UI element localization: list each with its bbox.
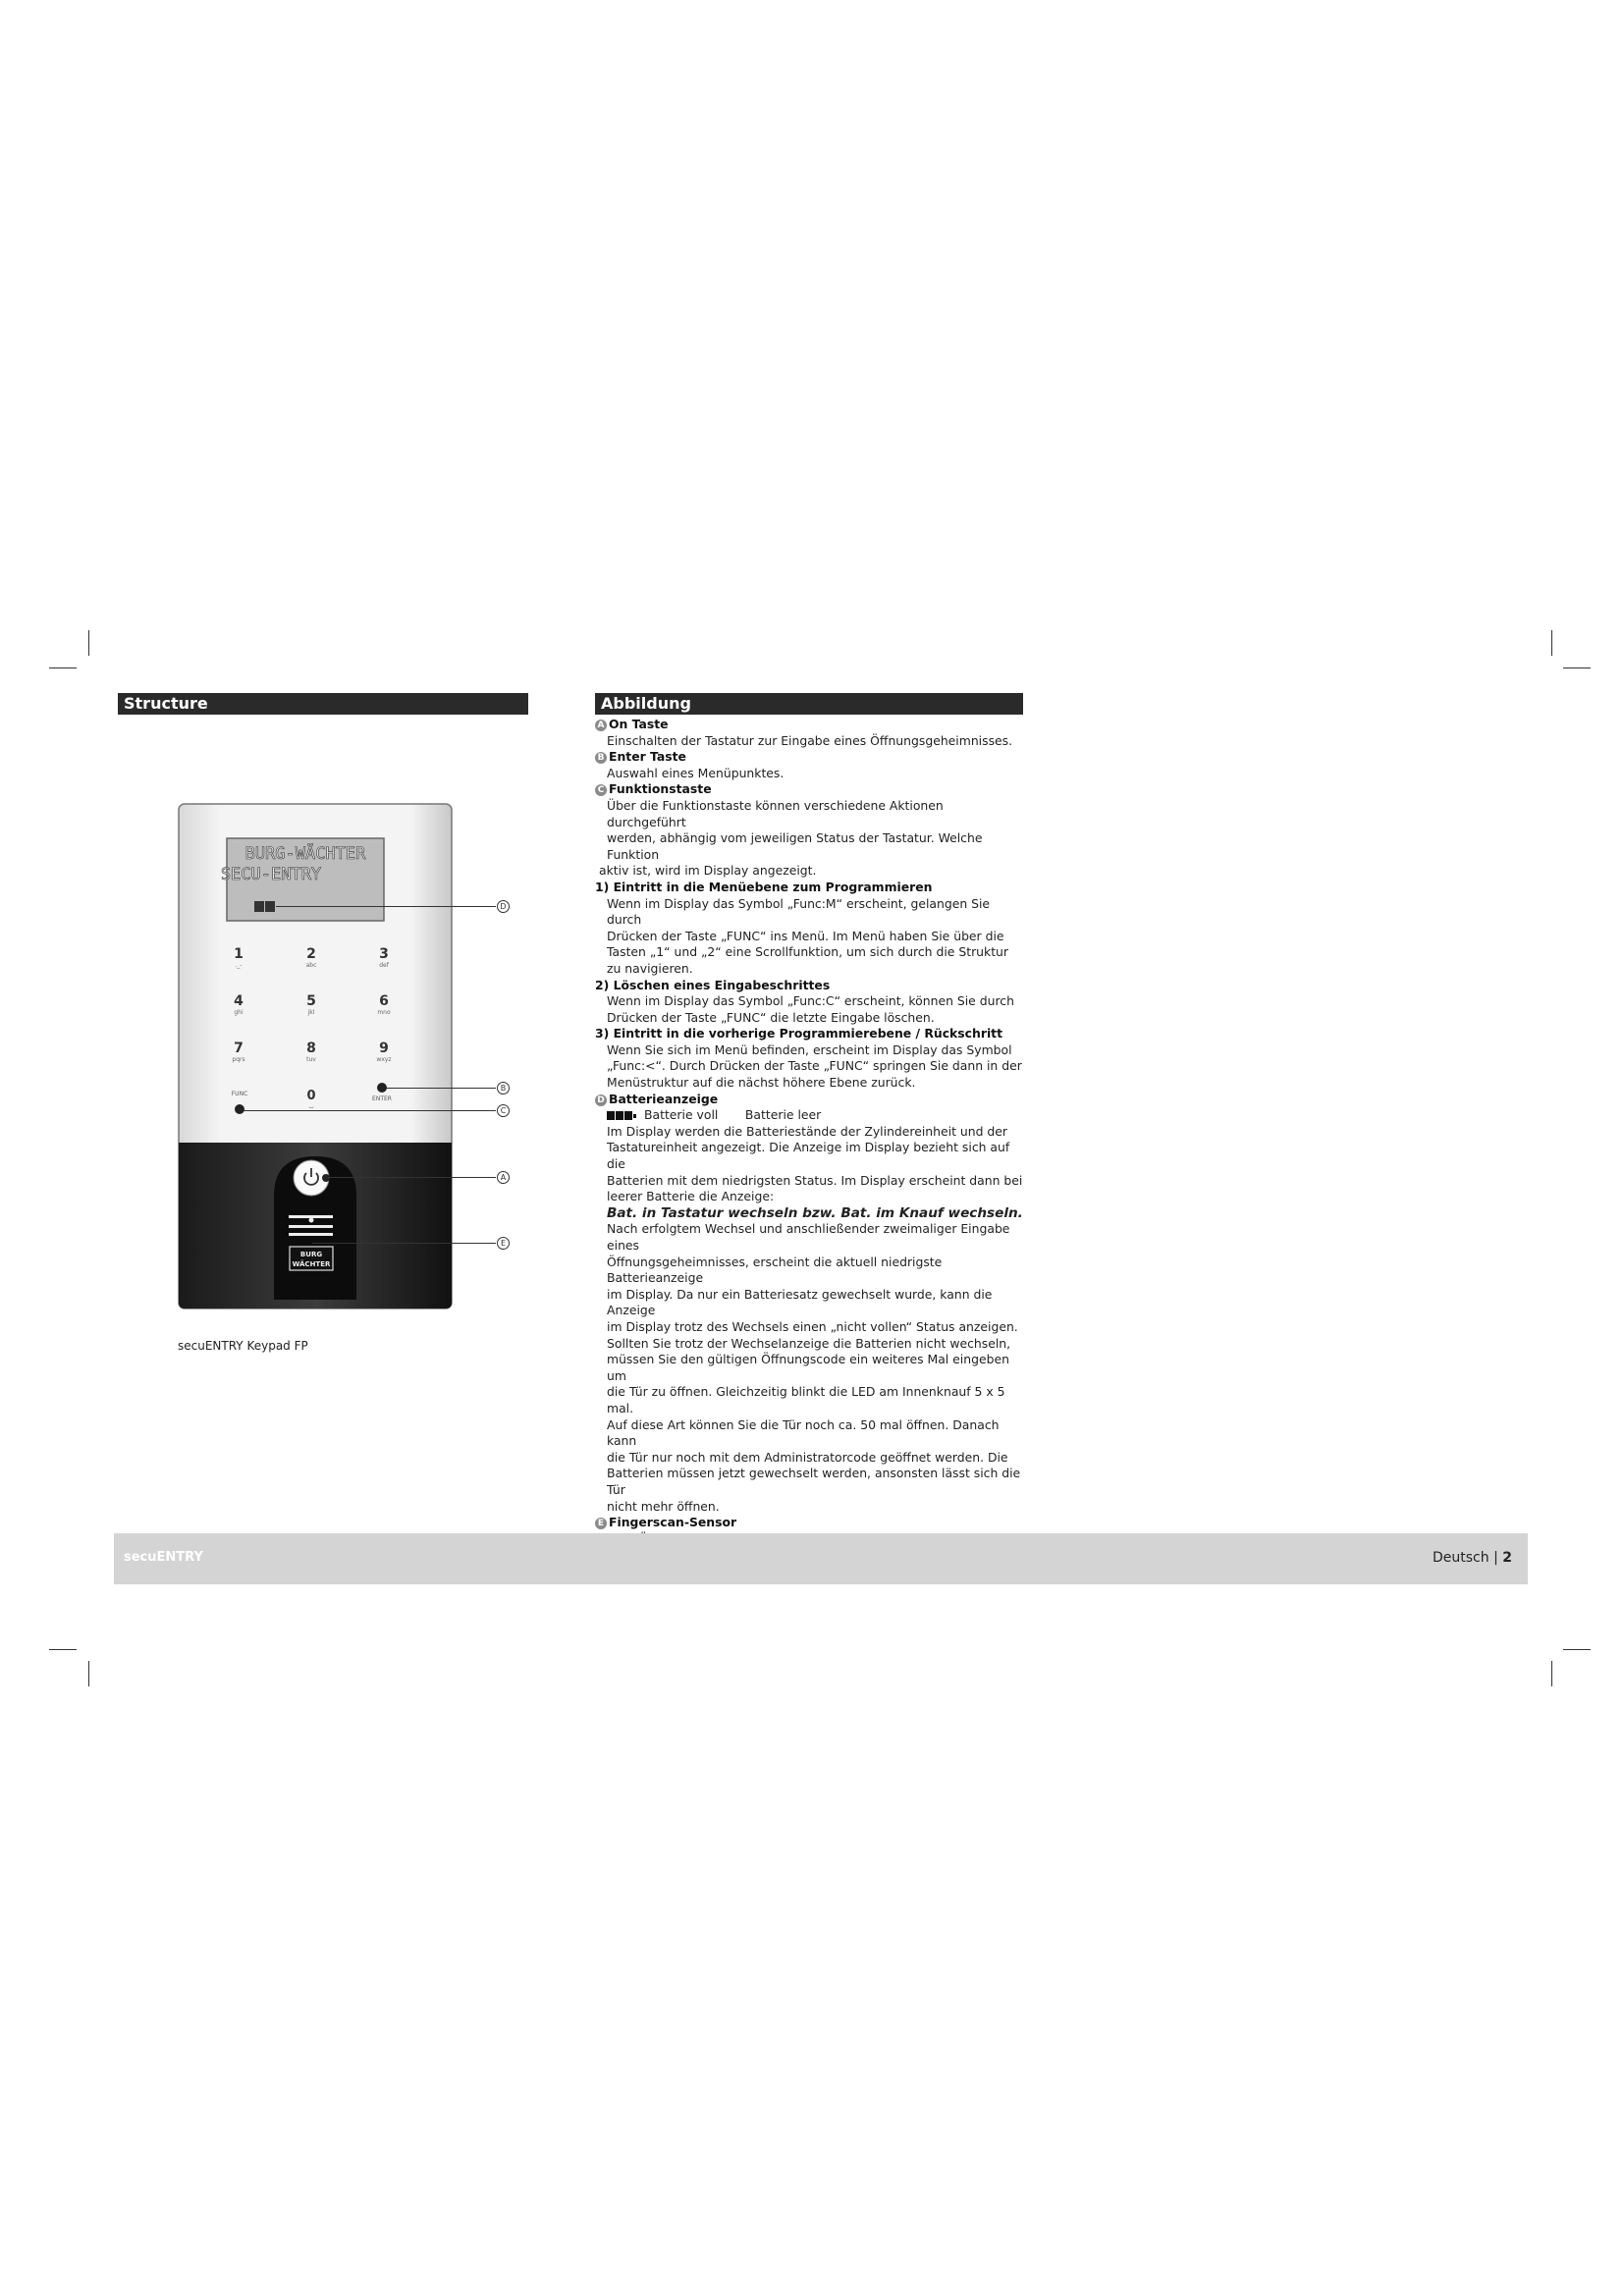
svg-text:BURG: BURG — [299, 1251, 323, 1258]
footer-separator: | — [1493, 1550, 1498, 1566]
crop-mark — [88, 1661, 89, 1686]
section-d-line: die Tür nur noch mit dem Administratorcode geöffnet werden. Die — [607, 1449, 1008, 1465]
callout-e: E — [497, 1237, 510, 1250]
callout-line-e — [312, 1243, 496, 1244]
key-7[interactable]: 7 — [234, 1041, 244, 1056]
key-4-letters: ghi — [234, 1009, 244, 1016]
func-label: FUNC — [231, 1091, 248, 1097]
section-d-line: müssen Sie den gültigen Öffnungscode ein weiteres Mal eingeben um — [607, 1352, 1009, 1383]
key-2[interactable]: 2 — [306, 946, 316, 962]
footer-brand: secuENTRY — [124, 1550, 203, 1565]
battery-full-label: Batterie voll — [644, 1107, 719, 1123]
section-d-line: im Display trotz des Wechsels einen „nicht vollen“ Status anzeigen. — [607, 1318, 1018, 1334]
abbildung-header: Abbildung — [595, 693, 1023, 715]
section-d-line: Tastatureinheit angezeigt. Die Anzeige im Display bezieht sich auf die — [607, 1140, 1010, 1172]
key-9[interactable]: 9 — [379, 1041, 389, 1056]
section-b-title: Enter Taste — [609, 749, 686, 765]
display-line-2: SECU-ENTRY — [220, 865, 322, 884]
structure-header: Structure — [118, 693, 528, 715]
key-9-letters: wxyz — [376, 1056, 392, 1063]
section-d-line: Auf diese Art können Sie die Tür noch ca. 50 mal öffnen. Danach kann — [607, 1416, 1000, 1449]
item-3-title: 3) Eintritt in die vorherige Programmierebene / Rückschritt — [595, 1026, 1003, 1041]
func-key[interactable] — [235, 1104, 244, 1114]
item-2-line: Drücken der Taste „FUNC“ die letzte Eingabe löschen. — [607, 1009, 935, 1025]
crop-mark — [1563, 667, 1591, 668]
section-d-title: Batterieanzeige — [609, 1091, 719, 1106]
footer-language: Deutsch — [1433, 1550, 1489, 1566]
callout-line-b — [386, 1088, 496, 1089]
item-2-line: Wenn im Display das Symbol „Func:C“ erscheint, können Sie durch — [607, 993, 1014, 1009]
key-3[interactable]: 3 — [379, 946, 389, 962]
section-d-line: die Tür zu öffnen. Gleichzeitig blinkt die LED am Innenknauf 5 x 5 mal. — [607, 1384, 1005, 1415]
item-2-title: 2) Löschen eines Eingabeschrittes — [595, 977, 831, 992]
page-footer — [114, 1533, 1528, 1584]
crop-mark — [1563, 1649, 1591, 1650]
section-d-line: nicht mehr öffnen. — [607, 1498, 720, 1514]
callout-line-c — [244, 1110, 496, 1111]
battery-icon — [607, 1111, 615, 1120]
section-c-title: Funktionstaste — [609, 781, 712, 797]
badge-b: B — [595, 752, 607, 764]
section-a-text: Einschalten der Tastatur zur Eingabe eines Öffnungsgeheimnisses. — [607, 732, 1013, 748]
key-6-letters: mno — [377, 1009, 391, 1016]
key-5-letters: jkl — [307, 1009, 315, 1016]
item-3-line: Wenn Sie sich im Menü befinden, erscheint im Display das Symbol — [607, 1041, 1012, 1057]
crop-mark — [49, 1649, 77, 1650]
key-4[interactable]: 4 — [234, 993, 244, 1009]
item-1-line: Wenn im Display das Symbol „Func:M“ erscheint, gelangen Sie durch — [607, 895, 991, 928]
item-1-line: zu navigieren. — [607, 960, 693, 976]
footer-page-info — [1433, 1550, 1512, 1566]
key-1-letters: ._- — [235, 962, 243, 969]
section-a-title: On Taste — [609, 717, 669, 731]
crop-mark — [1551, 1661, 1552, 1686]
svg-text:WÄCHTER: WÄCHTER — [292, 1260, 331, 1268]
key-2-letters: abc — [305, 962, 317, 969]
section-c-line: aktiv ist, wird im Display angezeigt. — [599, 863, 817, 879]
badge-c: C — [595, 784, 607, 796]
section-c-line: werden, abhängig vom jeweiligen Status der Tastatur. Welche Funktion — [607, 830, 983, 862]
callout-line-d — [276, 906, 496, 907]
key-8[interactable]: 8 — [306, 1041, 316, 1056]
item-1-title: 1) Eintritt in die Menüebene zum Programmieren — [595, 879, 933, 894]
figure-caption: secuENTRY Keypad FP — [178, 1339, 308, 1353]
item-3-line: Menüstruktur auf die nächst höhere Ebene zurück. — [607, 1075, 916, 1091]
badge-a: A — [595, 720, 607, 731]
keypad-illustration — [178, 803, 453, 1309]
section-d-line: im Display. Da nur ein Batteriesatz gewechselt wurde, kann die Anzeige — [607, 1286, 993, 1318]
fingerprint-sensor[interactable] — [289, 1215, 333, 1218]
section-d-line: Sollten Sie trotz der Wechselanzeige die Batterien nicht wechseln, — [607, 1335, 1011, 1351]
badge-e: E — [595, 1518, 607, 1529]
callout-b: B — [497, 1082, 510, 1095]
description-text — [595, 717, 1023, 1547]
badge-d: D — [595, 1095, 607, 1106]
key-0[interactable]: 0 — [306, 1089, 316, 1103]
section-d-line: Batterien mit dem niedrigsten Status. Im Display erscheint dann bei — [607, 1172, 1023, 1188]
section-c-line: Über die Funktionstaste können verschiedene Aktionen durchgeführt — [607, 797, 944, 829]
section-e-title: Fingerscan-Sensor — [609, 1515, 737, 1530]
key-5[interactable]: 5 — [306, 993, 316, 1009]
section-d-line: Batterien müssen jetzt gewechselt werden, ansonsten lässt sich die Tür — [607, 1466, 1021, 1497]
section-b-text: Auswahl eines Menüpunktes. — [607, 765, 785, 780]
callout-line-a — [328, 1177, 496, 1178]
section-d-line: Im Display werden die Batteriestände der Zylindereinheit und der — [607, 1123, 1007, 1139]
key-3-letters: def — [379, 962, 389, 969]
section-d-line: Nach erfolgtem Wechsel und anschließender zweimaliger Eingabe eines — [607, 1221, 1010, 1253]
section-d-line: Öffnungsgeheimnisses, erscheint die aktuell niedrigste Batterieanzeige — [607, 1254, 943, 1286]
item-1-line: Drücken der Taste „FUNC“ ins Menü. Im Menü haben Sie über die — [607, 928, 1004, 943]
crop-mark — [49, 667, 77, 668]
battery-empty-label: Batterie leer — [744, 1107, 822, 1123]
section-d-warning: Bat. in Tastatur wechseln bzw. Bat. im Knauf wechseln. — [607, 1204, 1023, 1221]
key-7-letters: pqrs — [232, 1056, 245, 1063]
key-0-sub: ⌴ — [308, 1103, 314, 1110]
enter-label: ENTER — [372, 1095, 392, 1102]
callout-a: A — [497, 1171, 510, 1184]
key-8-letters: tuv — [306, 1056, 316, 1063]
key-1[interactable]: 1 — [234, 946, 244, 962]
callout-c: C — [497, 1104, 510, 1117]
item-3-line: „Func:<“. Durch Drücken der Taste „FUNC“ springen Sie dann in der — [607, 1058, 1022, 1074]
page-number: 2 — [1502, 1550, 1512, 1566]
key-6[interactable]: 6 — [379, 993, 389, 1009]
section-d-line: leerer Batterie die Anzeige: — [607, 1189, 775, 1204]
crop-mark — [1551, 630, 1552, 656]
crop-mark — [88, 630, 89, 656]
battery-indicator — [254, 901, 264, 912]
item-1-line: Tasten „1“ und „2“ eine Scrollfunktion, um sich durch die Struktur — [607, 944, 1008, 960]
display-line-1: BURG-WÄCHTER — [244, 844, 366, 864]
battery-legend — [595, 1107, 1023, 1124]
callout-d: D — [497, 900, 510, 913]
